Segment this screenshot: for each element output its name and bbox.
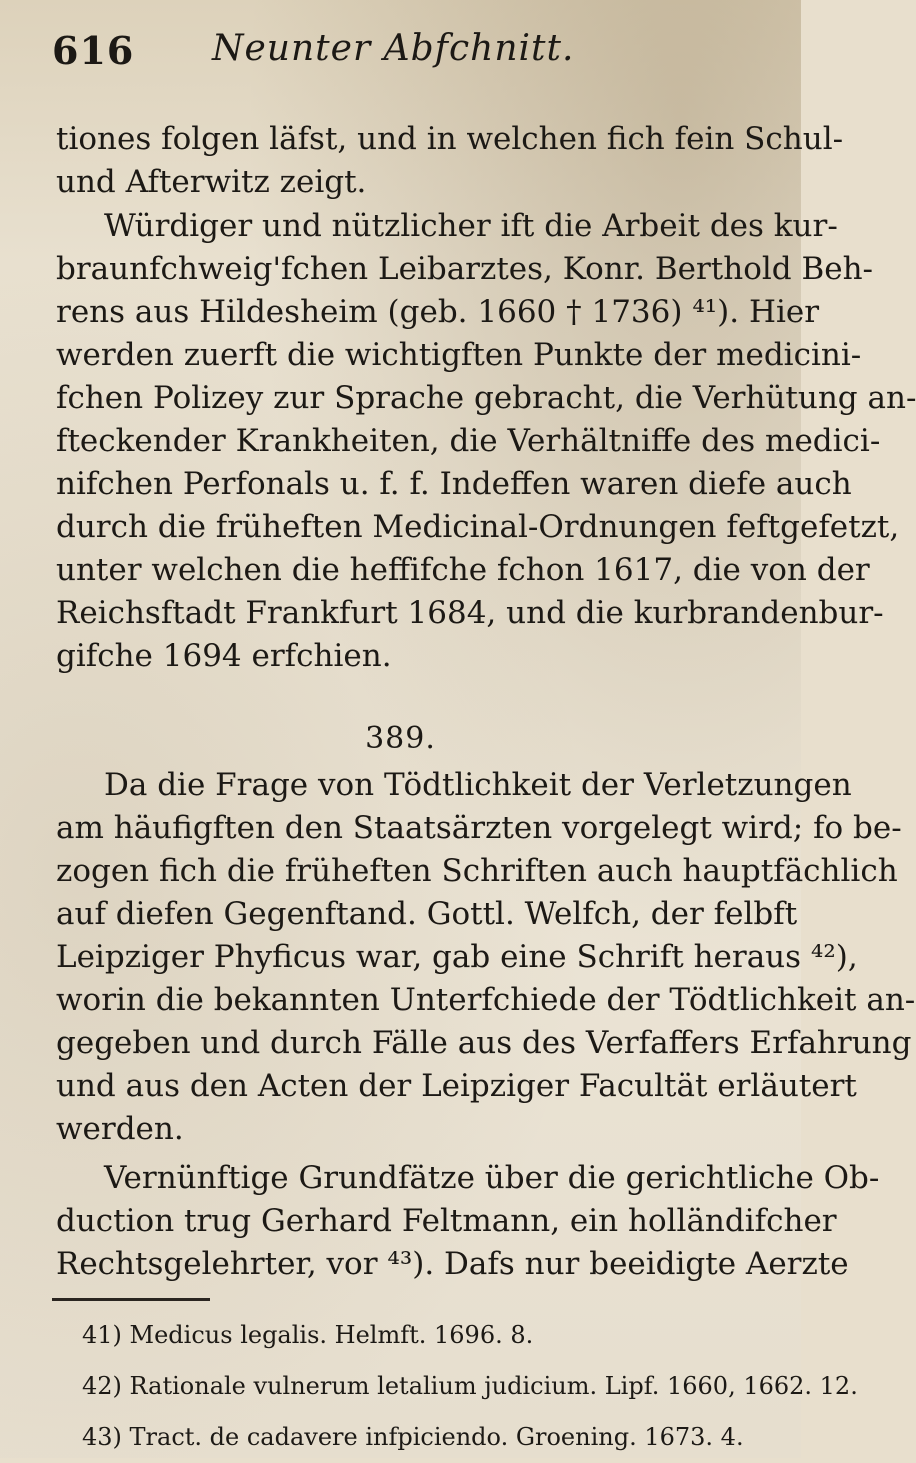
footnote-41: 41) Medicus legalis. Helmft. 1696. 8. [82, 1321, 534, 1349]
text-line: durch die früheften Medicinal-Ordnungen feftgefetzt, [56, 509, 900, 545]
text-line: fteckender Krankheiten, die Verhältniffe des medici- [56, 423, 881, 459]
text-line: fchen Polizey zur Sprache gebracht, die Verhütung an- [56, 380, 916, 416]
footnote-43: 43) Tract. de cadavere infpiciendo. Groening. 1673. 4. [82, 1423, 744, 1451]
section-number: 389. [365, 721, 436, 756]
text-line: tiones folgen läfst, und in welchen fich fein Schul- [56, 121, 844, 157]
text-line: Reichsftadt Frankfurt 1684, und die kurbrandenbur- [56, 595, 884, 631]
text-line: werden. [56, 1111, 184, 1147]
footnote-divider [52, 1298, 210, 1301]
text-line: nifchen Perfonals u. f. f. Indeffen waren diefe auch [56, 466, 852, 502]
text-line: Leipziger Phyficus war, gab eine Schrift heraus ⁴²), [56, 939, 858, 975]
text-line: unter welchen die heffifche fchon 1617, die von der [56, 552, 870, 588]
page-number: 616 [52, 28, 135, 73]
text-line: Würdiger und nützlicher ift die Arbeit des kur- [104, 208, 838, 244]
text-line: worin die bekannten Unterfchiede der Tödtlichkeit an- [56, 982, 916, 1018]
text-line: werden zuerft die wichtigften Punkte der medicini- [56, 337, 862, 373]
paragraph-continuation [56, 118, 844, 204]
text-line: und Afterwitz zeigt. [56, 164, 367, 200]
text-line: braunfchweig'fchen Leibarztes, Konr. Berthold Beh- [56, 251, 874, 287]
text-line: und aus den Acten der Leipziger Facultät erläutert [56, 1068, 857, 1104]
text-line: Rechtsgelehrter, vor ⁴³). Dafs nur beeidigte Aerzte [56, 1246, 849, 1282]
text-line: zogen fich die früheften Schriften auch hauptfächlich [56, 853, 898, 889]
text-line: duction trug Gerhard Feltmann, ein holländifcher [56, 1203, 837, 1239]
paragraph-feltmann [56, 1157, 880, 1286]
text-line: gifche 1694 erfchien. [56, 638, 392, 674]
paragraph-behrens [56, 205, 916, 678]
text-line: auf diefen Gegenftand. Gottl. Welfch, der felbft [56, 896, 798, 932]
footnotes [82, 1310, 858, 1463]
text-line: Da die Frage von Tödtlichkeit der Verletzungen [104, 767, 852, 803]
text-line: am häufigften den Staatsärzten vorgelegt wird; fo be- [56, 810, 902, 846]
paragraph-welsch [56, 764, 916, 1151]
page-header [52, 28, 752, 78]
running-title: Neunter Abfchnitt. [212, 28, 575, 69]
text-line: gegeben und durch Fälle aus des Verfaffers Erfahrung [56, 1025, 912, 1061]
text-line: rens aus Hildesheim (geb. 1660 † 1736) ⁴¹). Hier [56, 294, 820, 330]
text-line: Vernünftige Grundfätze über die gerichtliche Ob- [104, 1160, 880, 1196]
footnote-42: 42) Rationale vulnerum letalium judicium. Lipf. 1660, 1662. 12. [82, 1372, 858, 1400]
